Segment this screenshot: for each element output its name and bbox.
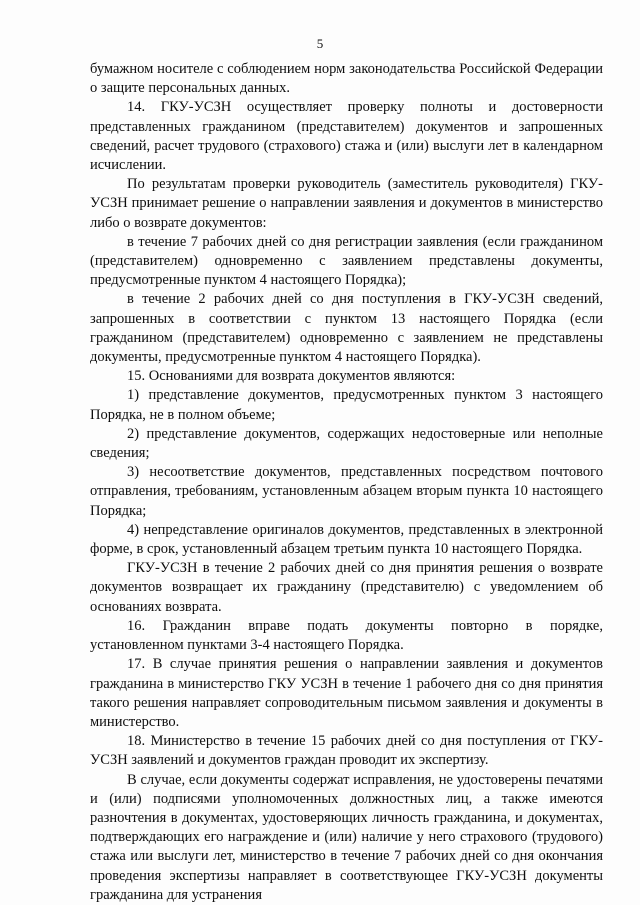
paragraph-decision: По результатам проверки руководитель (заместитель руководителя) ГКУ-УСЗН принимает решение о направлении заявления и документов в министерство либо о возврате документов: — [90, 176, 603, 231]
paragraph-item-16: 16. Гражданин вправе подать документы повторно в порядке, установленном пунктами 3-4 настоящего Порядка. — [90, 617, 603, 654]
paragraph-ground-4: 4) непредставление оригиналов документов, представленных в электронной форме, в срок, установленный абзацем третьим пункта 10 настоящего Порядка. — [90, 521, 603, 558]
paragraph-item-14: 14. ГКУ-УСЗН осуществляет проверку полноты и достоверности представленных гражданином (представителем) документов и запрошенных сведений, расчет трудового (страхового) стажа и (или) выслуги лет в календарном исчислении. — [90, 99, 603, 174]
paragraph-continuation: бумажном носителе с соблюдением норм законодательства Российской Федерации о защите персональных данных. — [90, 61, 603, 97]
paragraph-corrections: В случае, если документы содержат исправления, не удостоверены печатями и (или) подписями уполномоченных должностных лиц, а также имеются разночтения в документах, удостоверяющих личность гражданина, и документах, подтверждающих его награждение и (или) наличие у него страхового (трудового) стажа или выслуги лет, министерство в течение 7 рабочих дней со дня окончания проведения экспертизы направляет в соответствующее ГКУ-УСЗН документы гражданина для устранения — [90, 771, 603, 903]
paragraph-ground-2: 2) представление документов, содержащих недостоверные или неполные сведения; — [90, 425, 603, 462]
page-number: 5 — [316, 36, 324, 51]
paragraph-term-2-days: в течение 2 рабочих дней со дня поступления в ГКУ-УСЗН сведений, запрошенных в соответствии с пунктом 13 настоящего Порядка (если гражданином (представителем) одновременно с заявлением не представлены документы, предусмотренные пунктом 4 настоящего Порядка). — [90, 291, 603, 366]
paragraph-item-18: 18. Министерство в течение 15 рабочих дней со дня поступления от ГКУ-УСЗН заявлений и документов граждан проводит их экспертизу. — [90, 733, 603, 769]
paragraph-item-17: 17. В случае принятия решения о направлении заявления и документов гражданина в министерство ГКУ УСЗН в течение 1 рабочего дня со дня принятия такого решения направляет сопроводительным письмом заявления и документы в министерство. — [90, 656, 603, 730]
paragraph-return: ГКУ-УСЗН в течение 2 рабочих дней со дня принятия решения о возврате документов возвращает их гражданину (представителю) с уведомлением об основаниях возврата. — [90, 560, 603, 615]
paragraph-item-15: 15. Основаниями для возврата документов являются: — [127, 368, 456, 385]
paragraph-ground-1: 1) представление документов, предусмотренных пунктом 3 настоящего Порядка, не в полном объеме; — [90, 387, 603, 423]
document-text-body — [90, 60, 603, 905]
paragraph-term-7-days: в течение 7 рабочих дней со дня регистрации заявления (если гражданином (представителем) одновременно с заявлением представлены документы, предусмотренные пунктом 4 настоящего Порядка); — [90, 233, 603, 289]
paragraph-ground-3: 3) несоответствие документов, представленных посредством почтового отправления, требованиям, установленным абзацем вторым пункта 10 настоящего Порядка; — [90, 464, 603, 519]
